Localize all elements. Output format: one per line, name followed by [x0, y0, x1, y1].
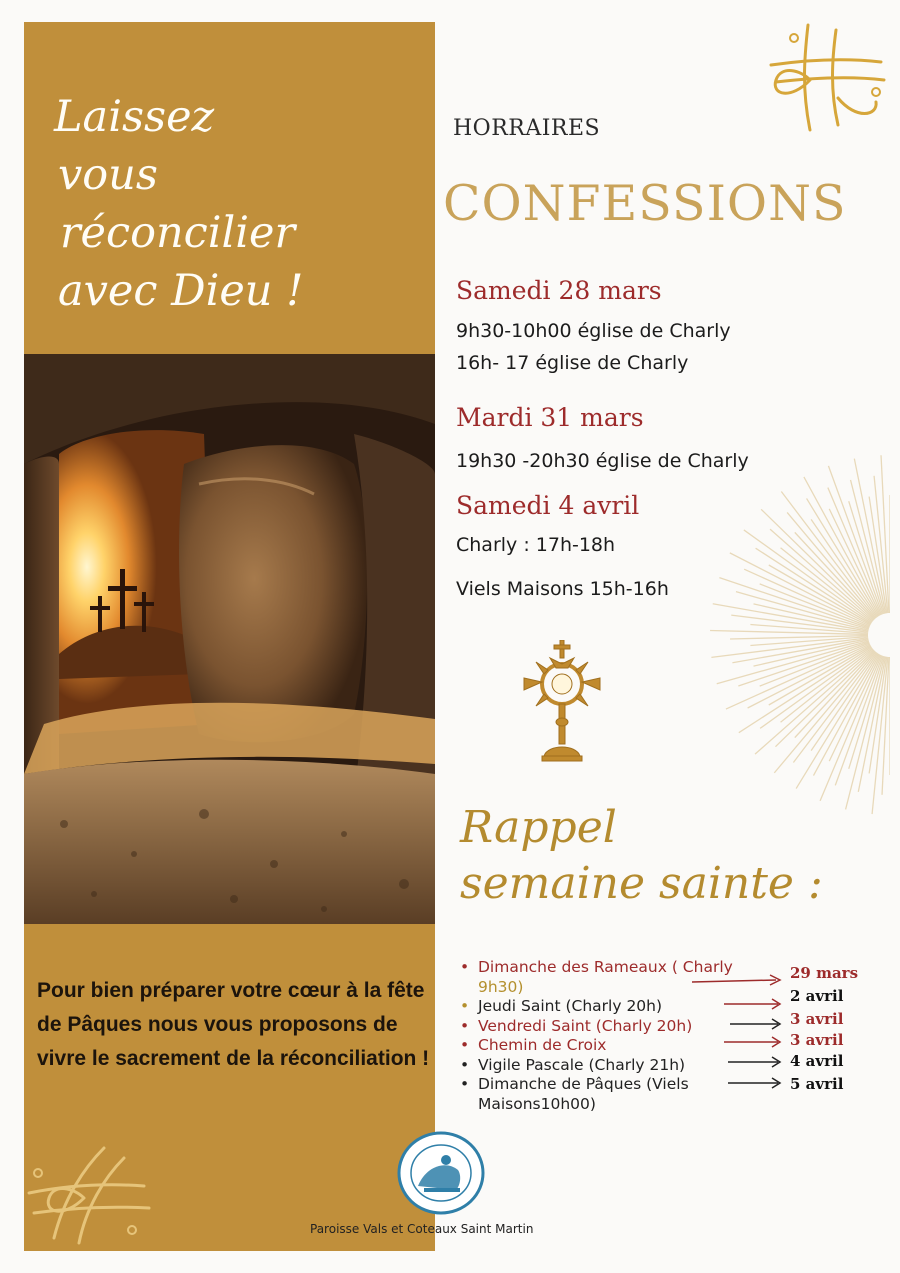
tagline-line-3: réconcilier [60, 208, 296, 258]
bullet-icon: • [460, 1075, 470, 1093]
reminder-title-line-1: Rappel [460, 802, 617, 853]
arrow-right-icon [722, 1035, 784, 1049]
flourish-top-right-icon [766, 20, 886, 135]
sunburst-ray [846, 656, 885, 809]
list-item-label: Jeudi Saint (Charly 20h) [478, 997, 663, 1015]
schedule-slot: Viels Maisons 15h-16h [456, 578, 669, 600]
reminder-title-line-2: semaine sainte : [460, 858, 823, 909]
sunburst-ray [739, 647, 872, 733]
list-item-label: Vendredi Saint (Charly 20h) [478, 1016, 693, 1035]
list-item-label: Dimanche de Pâques (Viels [478, 1075, 689, 1093]
sunburst-ray [726, 644, 870, 709]
holy-week-date: 2 avril [790, 987, 844, 1005]
tagline [30, 88, 360, 320]
arrow-right-icon [728, 1017, 784, 1031]
sunburst-ray [796, 654, 878, 789]
list-item-label: Chemin de Croix [478, 1036, 607, 1054]
schedule-slot: 16h- 17 église de Charly [456, 352, 689, 374]
holy-week-date: 5 avril [790, 1075, 844, 1093]
holy-week-date: 4 avril [790, 1052, 844, 1070]
list-item-label-cont: 9h30) [478, 977, 524, 996]
holy-week-date: 3 avril [790, 1010, 844, 1028]
empty-tomb-photo [24, 354, 435, 924]
schedule-pretitle: HORRAIRES [453, 116, 601, 141]
parish-name: Paroisse Vals et Coteaux Saint Martin [310, 1222, 534, 1236]
tagline-line-2: vous [58, 150, 158, 200]
bullet-icon: • [460, 958, 470, 976]
bullet-icon: • [460, 1016, 470, 1035]
schedule-title: CONFESSIONS [443, 175, 847, 232]
tagline-line-1: Laissez [54, 92, 215, 142]
schedule-slot: 9h30-10h00 église de Charly [456, 320, 731, 342]
arrow-right-icon [690, 972, 785, 990]
reminder-title [460, 800, 823, 912]
list-item-label: Dimanche des Rameaux ( Charly [478, 958, 733, 976]
holy-week-date: 29 mars [790, 964, 859, 982]
bullet-icon: • [460, 1055, 470, 1074]
parish-seal-logo [396, 1130, 486, 1216]
schedule-day-3: Samedi 4 avril [456, 491, 640, 520]
arrow-right-icon [726, 1055, 784, 1069]
holy-week-date: 3 avril [790, 1031, 844, 1049]
sunburst-ray [744, 530, 872, 622]
tagline-line-4: avec Dieu ! [58, 266, 304, 316]
arrow-right-icon [722, 997, 784, 1011]
monstrance-icon [520, 640, 604, 764]
schedule-slot: 19h30 -20h30 église de Charly [456, 450, 749, 472]
bullet-icon: • [460, 1036, 470, 1054]
arrow-right-icon [726, 1076, 784, 1090]
preparation-text: Pour bien préparer votre cœur à la fête de Pâques nous vous proposons de vivre le sacrement de la réconciliation ! [37, 979, 430, 1070]
schedule-day-2: Mardi 31 mars [456, 403, 644, 432]
list-item-label-cont: Maisons10h00) [478, 1094, 596, 1113]
schedule-day-1: Samedi 28 mars [456, 276, 662, 305]
list-item-label: Vigile Pascale (Charly 21h) [478, 1055, 686, 1074]
schedule-slot: Charly : 17h-18h [456, 534, 616, 556]
bullet-icon: • [460, 997, 470, 1015]
flourish-bottom-left-icon [24, 1138, 154, 1248]
